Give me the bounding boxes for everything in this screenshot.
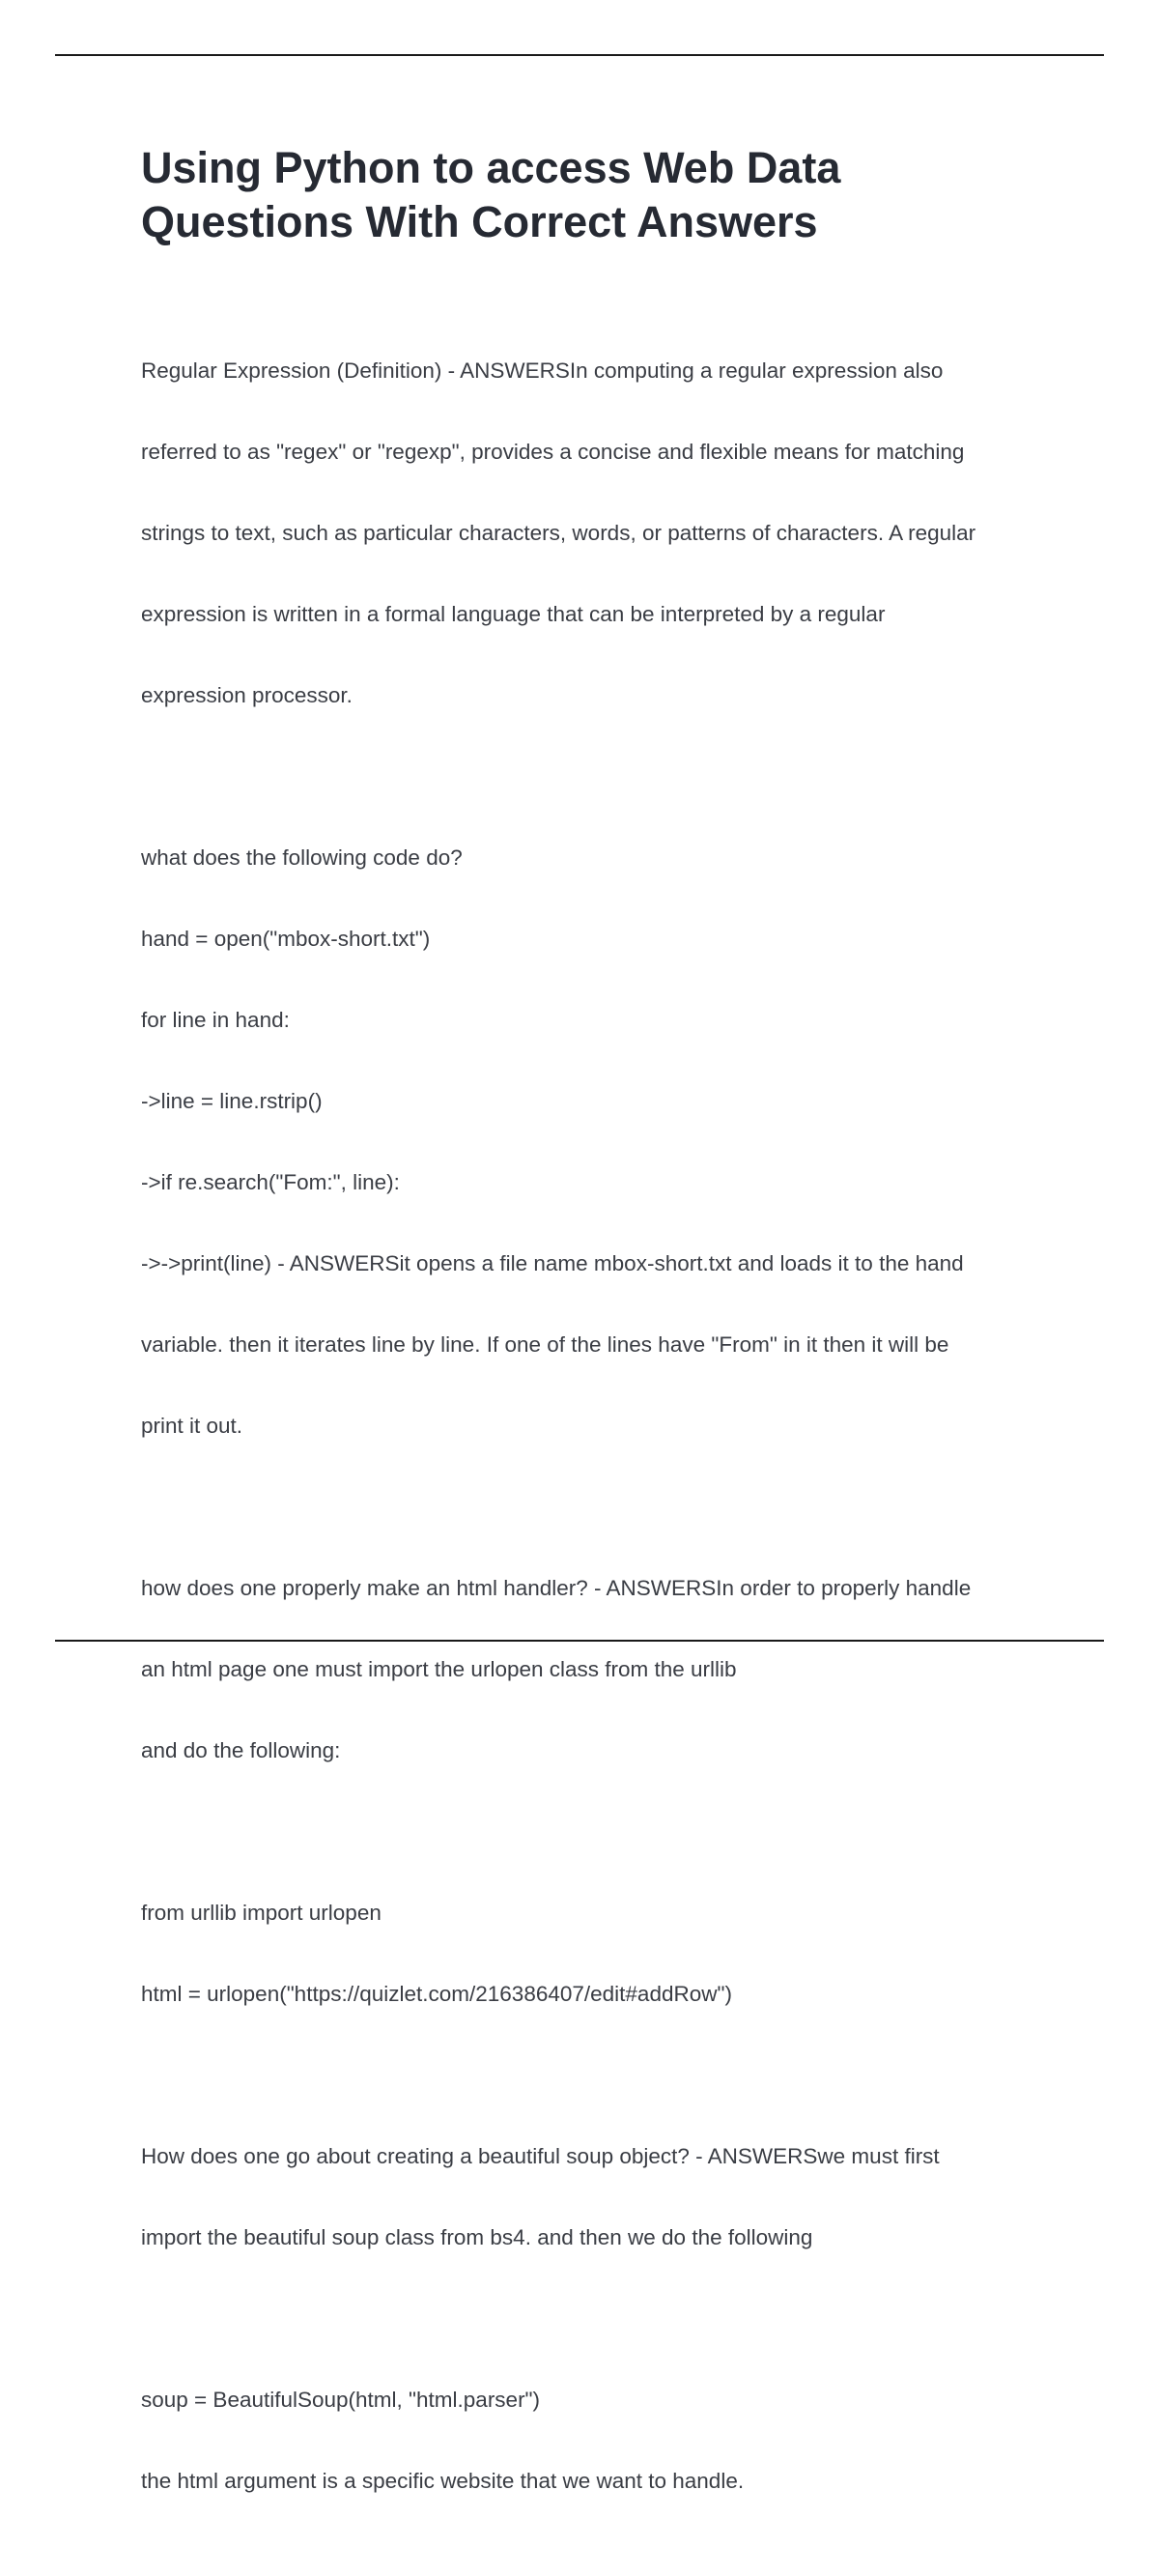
title-line: Questions With Correct Answers <box>141 197 818 246</box>
qa-item-regex-definition <box>141 303 1049 763</box>
bottom-rule <box>55 1640 1104 1642</box>
qa-item-soup-code <box>141 2333 1049 2549</box>
text-line: How does one go about creating a beautiful soup object? - ANSWERSwe must first <box>141 2144 940 2168</box>
text-line: and do the following: <box>141 1738 341 1762</box>
document-title <box>141 141 1049 249</box>
text-line: print it out. <box>141 1414 243 1438</box>
text-line: Regular Expression (Definition) - ANSWERSIn computing a regular expression also <box>141 358 944 383</box>
text-line: what does the following code do? <box>141 845 463 870</box>
qa-item-urlopen-code <box>141 1846 1049 2062</box>
title-line: Using Python to access Web Data <box>141 143 841 192</box>
code-line: ->if re.search("Fom:", line): <box>141 1170 400 1194</box>
qa-list <box>141 303 1049 2549</box>
code-line: soup = BeautifulSoup(html, "html.parser") <box>141 2388 541 2412</box>
code-line: hand = open("mbox-short.txt") <box>141 927 431 951</box>
text-line: expression processor. <box>141 683 353 707</box>
text-line: variable. then it iterates line by line. If one of the lines have "From" in it then it will be <box>141 1332 949 1357</box>
document-body <box>141 141 1049 2576</box>
code-line: for line in hand: <box>141 1008 290 1032</box>
text-line: expression is written in a formal language that can be interpreted by a regular <box>141 602 886 626</box>
qa-item-html-handler <box>141 1521 1049 1818</box>
qa-item-beautiful-soup <box>141 2089 1049 2305</box>
text-line: strings to text, such as particular characters, words, or patterns of characters. A regular <box>141 521 976 545</box>
text-line: how does one properly make an html handler? - ANSWERSIn order to properly handle <box>141 1576 972 1600</box>
top-rule <box>55 54 1104 56</box>
text-line: an html page one must import the urlopen class from the urllib <box>141 1657 737 1681</box>
text-line: referred to as "regex" or "regexp", provides a concise and flexible means for matching <box>141 440 965 464</box>
text-line: ->->print(line) - ANSWERSit opens a file name mbox-short.txt and loads it to the hand <box>141 1251 964 1275</box>
code-line: from urllib import urlopen <box>141 1901 382 1925</box>
code-line: html = urlopen("https://quizlet.com/216386407/edit#addRow") <box>141 1982 732 2006</box>
qa-item-code-question <box>141 790 1049 1494</box>
code-line: ->line = line.rstrip() <box>141 1089 323 1113</box>
text-line: the html argument is a specific website that we want to handle. <box>141 2469 745 2493</box>
text-line: import the beautiful soup class from bs4. and then we do the following <box>141 2225 813 2249</box>
